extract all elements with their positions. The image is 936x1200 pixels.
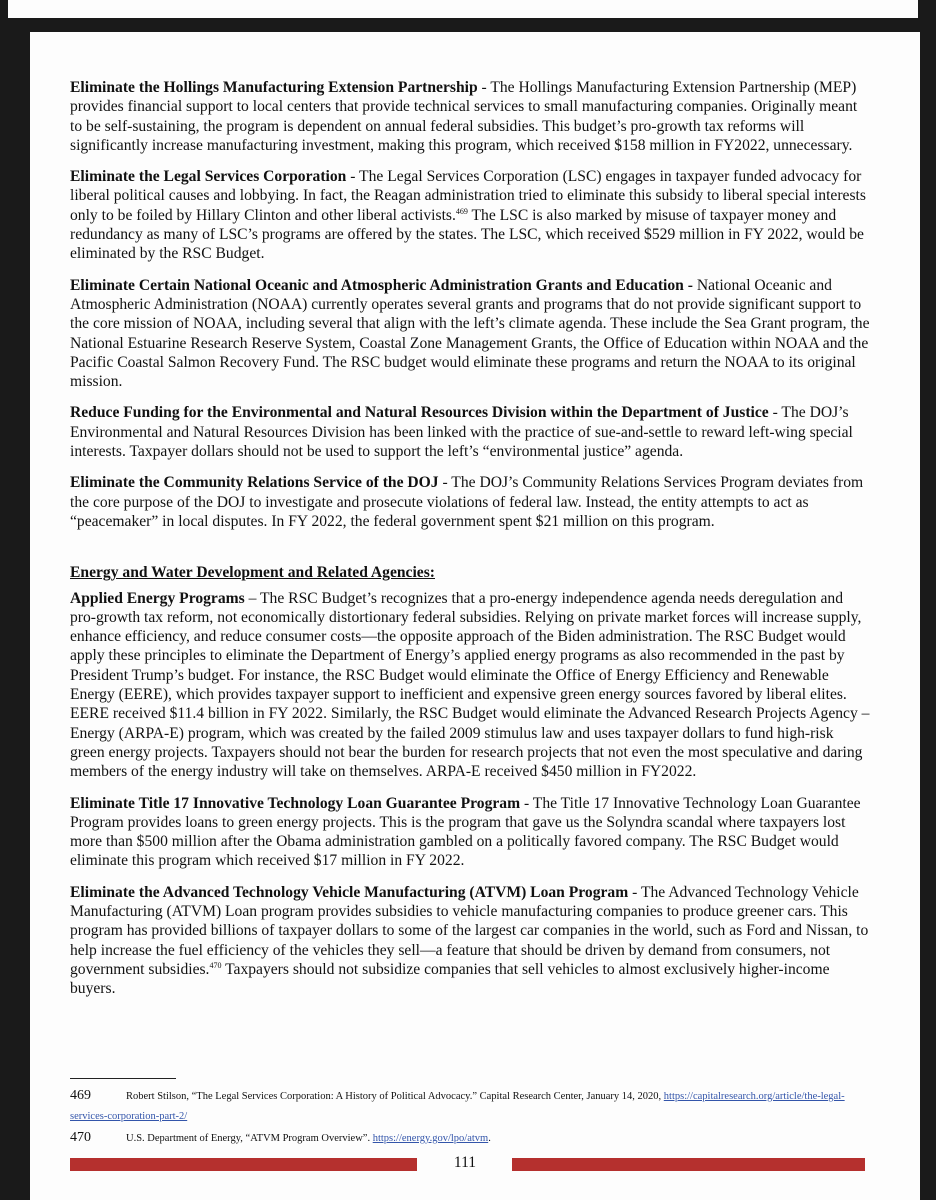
item-heading: Eliminate the Advanced Technology Vehicle Manufacturing (ATVM) Loan Program (70, 883, 629, 901)
footnote-link[interactable]: https://capitalresearch.org/article/the-legal-services-corporation-part-2/ (70, 1091, 845, 1122)
item-body: The Hollings Manufacturing Extension Partnership (MEP) provides financial support to local centers that provide technical services to small manufacturing companies. Originally meant to be self-sustaining, the program is dependent on annual federal subsidies. This budget’s pro-growth tax reforms will significantly increase manufacturing investment, making this program, which received $158 million in FY2022, unnecessary. (70, 79, 858, 154)
footnote-trailing: . (488, 1133, 491, 1144)
footnote-text: Robert Stilson, “The Legal Services Corporation: A History of Political Advocacy.” Capital Research Center, January 14, 2020, (126, 1091, 664, 1102)
footnote-ref-470[interactable]: 470 (209, 960, 222, 970)
item-body: The DOJ’s Environmental and Natural Resources Division has been linked with the practice of sue-and-settle to reward left-wing special interests. Taxpayer dollars should not be used to support the left’s “environmental justice” agenda. (70, 404, 853, 461)
item-heading: Eliminate the Legal Services Corporation (70, 168, 347, 186)
item-separator: - (768, 404, 782, 422)
item-legal-services (70, 167, 870, 263)
footnote-470 (70, 1128, 870, 1149)
footnote-divider (70, 1078, 176, 1079)
footer-bar-left (70, 1158, 417, 1171)
footnote-ref-469[interactable]: 469 (455, 206, 468, 216)
item-heading: Eliminate the Community Relations Service of the DOJ (70, 474, 439, 492)
item-title-17 (70, 794, 870, 871)
item-body: The RSC Budget’s recognizes that a pro-energy independence agenda needs deregulation and pro-growth tax reform, not economically distortionary federal subsidies. Relying on private market forces will increase supply, enhance efficiency, and reduce consumer costs—the opposite approach of the Biden administration. The RSC Budget would apply these principles to eliminate the Department of Energy’s applied energy programs as also recommended in the past by President Trump’s budget. For instance, the RSC Budget would eliminate the Office of Energy Efficiency and Renewable Energy (EERE), which provides taxpayer support to inefficient and expensive green energy sources favored by liberal elites. EERE received $11.4 billion in FY 2022. Similarly, the RSC Budget would eliminate the Advanced Research Projects Agency – Energy (ARPA-E) program, which was created by the failed 2009 stimulus law and uses taxpayer dollars to fund high-risk green energy projects. Taxpayers should not bear the burden for research projects that not even the most speculative and daring members of the energy industry will take on themselves. ARPA-E received $450 million in FY2022. (70, 589, 870, 781)
footnote-number: 470 (70, 1130, 91, 1145)
section-title: Energy and Water Development and Related Agencies: (70, 564, 435, 582)
item-separator: - (477, 79, 491, 96)
item-body-continued: The LSC is also marked by misuse of taxpayer money and redundancy as many of LSC’s programs are offered by the states. The LSC, which received $529 million in FY 2022, would be eliminated by the RSC Budget. (70, 206, 864, 263)
item-body: The Advanced Technology Vehicle Manufacturing (ATVM) Loan program provides subsidies to vehicle manufacturing companies to produce greener cars. This program has provided billions of taxpayer dollars to some of the largest car companies in the world, such as Ford and Nissan, to help increase the fuel efficiency of the vehicles they sell—a feature that should be driven by demand from consumers, not government subsidies. (70, 883, 869, 978)
footnote-text: U.S. Department of Energy, “ATVM Program Overview”. (126, 1133, 373, 1144)
item-separator: - (438, 474, 452, 492)
document-page (30, 32, 920, 1200)
item-heading: Applied Energy Programs (70, 589, 245, 607)
item-heading: Eliminate Certain National Oceanic and Atmospheric Administration Grants and Education - (70, 276, 693, 294)
footnote-link[interactable]: https://energy.gov/lpo/atvm (372, 1133, 489, 1144)
page-number: 111 (453, 1154, 477, 1171)
item-heading: Eliminate Title 17 Innovative Technology Loan Guarantee Program (70, 794, 521, 812)
item-applied-energy (70, 589, 870, 782)
item-body: The Title 17 Innovative Technology Loan Guarantee Program provides loans to green energy projects. This is the program that gave us the Solyndra scandal where taxpayers lost more than $500 million after the Obama administration gambled on a politically favored company. The RSC Budget would eliminate this program which received $17 million in FY 2022. (70, 794, 861, 870)
item-body-continued: Taxpayers should not subsidize companies that sell vehicles to almost exclusively higher-income buyers. (70, 960, 830, 998)
item-heading: Eliminate the Hollings Manufacturing Extension Partnership (70, 79, 478, 96)
item-noaa-grants (70, 276, 870, 392)
page-content (70, 78, 870, 1010)
item-body: National Oceanic and Atmospheric Administration (NOAA) currently operates several grants and programs that do not provide significant support to the core mission of NOAA, including several that align with the left’s climate agenda. These include the Sea Grant program, the National Estuarine Research Reserve System, Coastal Zone Management Grants, the Office of Education within NOAA and the Pacific Coastal Salmon Recovery Fund. The RSC budget would eliminate these programs and return the NOAA to its original mission. (70, 276, 870, 391)
previous-page-edge (8, 0, 918, 18)
item-atvm (70, 883, 870, 999)
item-hollings-mep (70, 78, 870, 155)
footer-bar-right (512, 1158, 865, 1171)
item-separator: – (244, 589, 261, 607)
footnote-469 (70, 1086, 870, 1127)
item-separator: - (628, 883, 641, 901)
item-heading: Reduce Funding for the Environmental and Natural Resources Division within the Department of Justice (70, 404, 769, 422)
item-body: The DOJ’s Community Relations Services Program deviates from the core purpose of the DOJ to investigate and prosecute violations of federal law. Instead, the entity attempts to act as “peacemaker” in local disputes. In FY 2022, the federal government spent $21 million on this program. (70, 474, 864, 530)
item-body: The Legal Services Corporation (LSC) engages in taxpayer funded advocacy for liberal political causes and lobbying. In fact, the Reagan administration tried to eliminate this subsidy to liberal special interests only to be foiled by Hillary Clinton and other liberal activists. (70, 168, 866, 224)
item-doj-community-relations (70, 473, 870, 531)
item-separator: - (520, 794, 533, 812)
item-doj-enrd (70, 403, 870, 461)
footnote-number: 469 (70, 1088, 91, 1103)
item-separator: - (346, 168, 360, 186)
